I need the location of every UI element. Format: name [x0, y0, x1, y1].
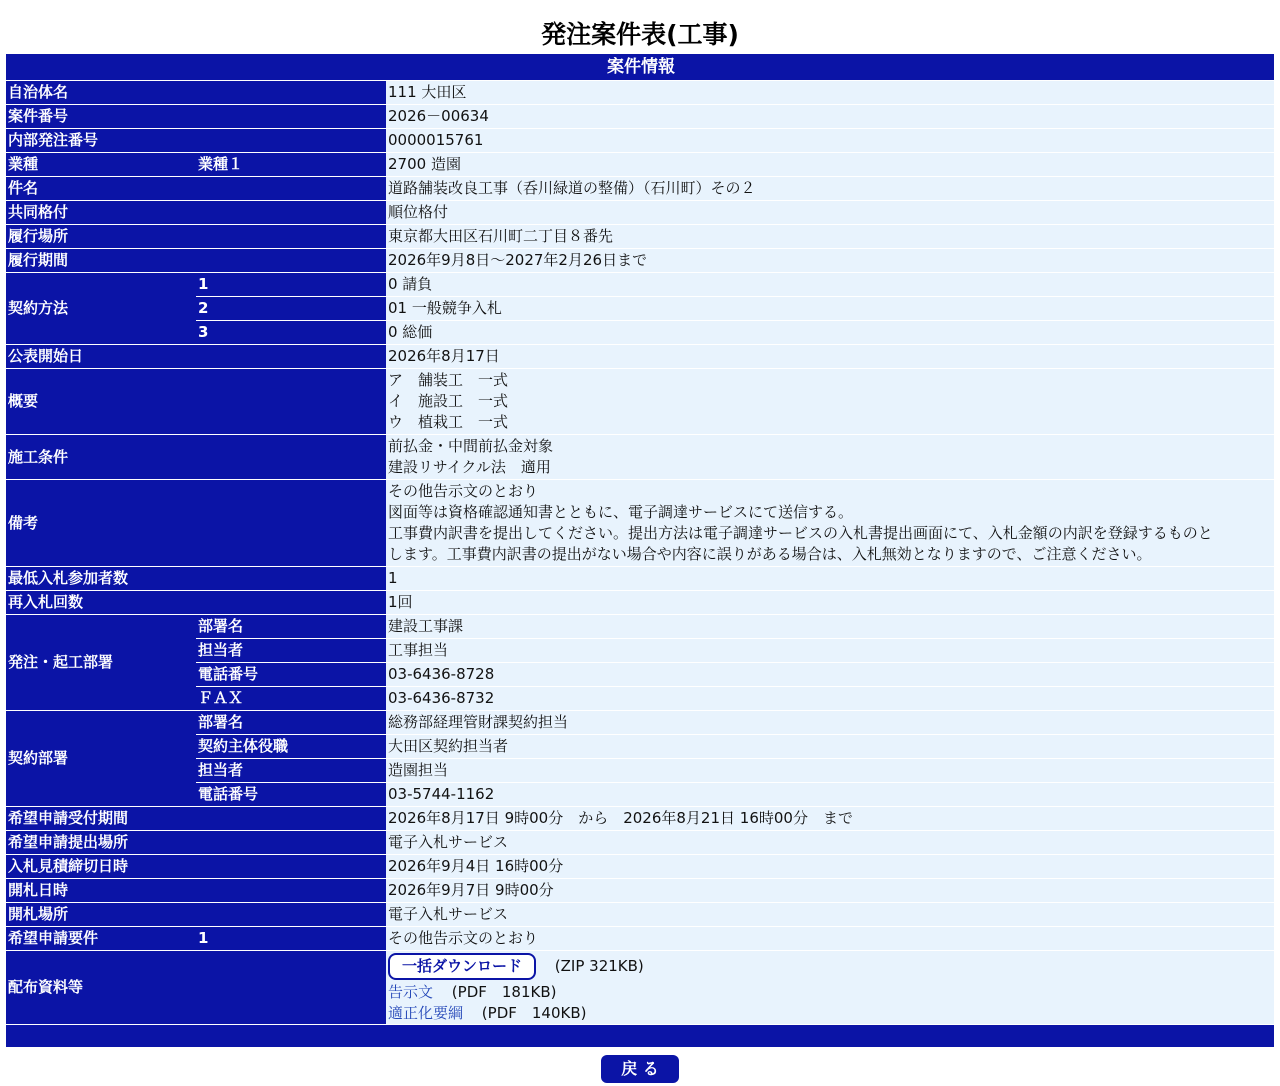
remarks-line: その他告示文のとおり [388, 482, 539, 500]
guideline-document-info: (PDF 140KB) [481, 1004, 587, 1022]
row-requirements [6, 927, 1274, 950]
row-industry [6, 153, 1274, 176]
page-title: 発注案件表(工事) [541, 20, 739, 49]
row-remarks [6, 480, 1274, 566]
location-value: 東京都大田区石川町二丁目８番先 [386, 225, 1274, 248]
period-value: 2026年9月8日～2027年2月26日まで [386, 249, 1274, 272]
apply-period-label: 希望申請受付期間 [6, 807, 386, 830]
row-open-place [6, 903, 1274, 926]
row-publish-date [6, 345, 1274, 368]
order-dept-sub: ＦＡＸ [196, 687, 386, 710]
order-dept-sub: 部署名 [196, 615, 386, 638]
open-date-value: 2026年9月7日 9時00分 [386, 879, 1274, 902]
industry-label: 業種 [6, 153, 196, 176]
row-location [6, 225, 1274, 248]
min-bidders-label: 最低入札参加者数 [6, 567, 386, 590]
order-dept-value: 03-6436-8728 [386, 663, 1274, 686]
contract-method-sub: 2 [196, 297, 386, 320]
case-no-value: 2026－00634 [386, 105, 1274, 128]
row-min-bidders [6, 567, 1274, 590]
apply-place-value: 電子入札サービス [386, 831, 1274, 854]
row-contract-dept-3 [6, 759, 1274, 782]
open-date-label: 開札日時 [6, 879, 386, 902]
order-dept-sub: 電話番号 [196, 663, 386, 686]
contract-dept-sub: 部署名 [196, 711, 386, 734]
bid-deadline-value: 2026年9月4日 16時00分 [386, 855, 1274, 878]
contract-dept-value: 03-5744-1162 [386, 783, 1274, 806]
row-internal-no [6, 129, 1274, 152]
row-order-dept-4 [6, 687, 1274, 710]
row-conditions [6, 435, 1274, 479]
apply-place-label: 希望申請提出場所 [6, 831, 386, 854]
footer-bar [6, 1025, 1274, 1047]
guideline-document-link[interactable]: 適正化要綱 [388, 1004, 464, 1022]
remarks-value [386, 480, 1274, 566]
row-documents [6, 951, 1274, 1024]
requirements-sub: 1 [196, 927, 386, 950]
publish-date-value: 2026年8月17日 [386, 345, 1274, 368]
row-apply-place [6, 831, 1274, 854]
industry-value: 2700 造園 [386, 153, 1274, 176]
contract-method-label: 契約方法 [6, 273, 196, 344]
summary-line: ウ 植栽工 一式 [388, 413, 509, 431]
min-bidders-value: 1 [386, 567, 1274, 590]
row-case-no [6, 105, 1274, 128]
contract-dept-label: 契約部署 [6, 711, 196, 806]
order-dept-label: 発注・起工部署 [6, 615, 196, 710]
row-joint [6, 201, 1274, 224]
joint-label: 共同格付 [6, 201, 386, 224]
contract-dept-sub: 契約主体役職 [196, 735, 386, 758]
row-contract-method-2 [6, 297, 1274, 320]
summary-label: 概要 [6, 369, 386, 434]
conditions-label: 施工条件 [6, 435, 386, 479]
contract-method-value: 0 総価 [386, 321, 1274, 344]
row-rebid [6, 591, 1274, 614]
publish-date-label: 公表開始日 [6, 345, 386, 368]
requirements-value: その他告示文のとおり [386, 927, 1274, 950]
back-button[interactable]: 戻 る [601, 1055, 679, 1083]
contract-method-sub: 3 [196, 321, 386, 344]
row-contract-dept-2 [6, 735, 1274, 758]
summary-value [386, 369, 1274, 434]
row-apply-period [6, 807, 1274, 830]
order-dept-value: 03-6436-8732 [386, 687, 1274, 710]
industry-sub-label: 業種１ [196, 153, 386, 176]
download-size-info: (ZIP 321KB) [554, 957, 644, 975]
internal-no-label: 内部発注番号 [6, 129, 386, 152]
bulk-download-button[interactable]: 一括ダウンロード [388, 953, 536, 980]
rebid-value: 1回 [386, 591, 1274, 614]
row-period [6, 249, 1274, 272]
contract-method-sub: 1 [196, 273, 386, 296]
contract-dept-value: 総務部経理管財課契約担当 [386, 711, 1274, 734]
summary-line: ア 舗装工 一式 [388, 371, 509, 389]
joint-value: 順位格付 [386, 201, 1274, 224]
order-dept-value: 建設工事課 [386, 615, 1274, 638]
remarks-line: 図面等は資格確認通知書とともに、電子調達サービスにて送信する。 [388, 503, 854, 521]
period-label: 履行期間 [6, 249, 386, 272]
row-order-dept-2 [6, 639, 1274, 662]
bid-deadline-label: 入札見積締切日時 [6, 855, 386, 878]
notice-document-info: (PDF 181KB) [451, 983, 557, 1001]
rebid-label: 再入札回数 [6, 591, 386, 614]
contract-dept-value: 大田区契約担当者 [386, 735, 1274, 758]
row-municipality [6, 81, 1274, 104]
row-summary [6, 369, 1274, 434]
section-header: 案件情報 [6, 54, 1274, 80]
municipality-label: 自治体名 [6, 81, 386, 104]
subject-value: 道路舗装改良工事（呑川緑道の整備）（石川町）その２ [386, 177, 1274, 200]
contract-method-value: 0 請負 [386, 273, 1274, 296]
row-contract-dept-4 [6, 783, 1274, 806]
summary-line: イ 施設工 一式 [388, 392, 509, 410]
requirements-label: 希望申請要件 [6, 927, 196, 950]
remarks-line: 工事費内訳書を提出してください。提出方法は電子調達サービスの入札書提出画面にて、入札金額の内訳を登録するものと [388, 524, 1213, 542]
notice-document-link[interactable]: 告示文 [388, 983, 434, 1001]
row-contract-method-1 [6, 273, 1274, 296]
row-open-date [6, 879, 1274, 902]
order-dept-sub: 担当者 [196, 639, 386, 662]
row-contract-method-3 [6, 321, 1274, 344]
remarks-line: します。工事費内訳書の提出がない場合や内容に誤りがある場合は、入札無効となりますので、ご注意ください。 [388, 545, 1152, 563]
case-no-label: 案件番号 [6, 105, 386, 128]
row-order-dept-3 [6, 663, 1274, 686]
conditions-value [386, 435, 1274, 479]
subject-label: 件名 [6, 177, 386, 200]
contract-dept-value: 造園担当 [386, 759, 1274, 782]
documents-label: 配布資料等 [6, 951, 386, 1024]
contract-method-value: 01 一般競争入札 [386, 297, 1274, 320]
internal-no-value: 0000015761 [386, 129, 1274, 152]
row-contract-dept-1 [6, 711, 1274, 734]
row-bid-deadline [6, 855, 1274, 878]
location-label: 履行場所 [6, 225, 386, 248]
case-info-panel [6, 53, 1274, 1048]
conditions-line: 建設リサイクル法 適用 [388, 458, 551, 476]
remarks-label: 備考 [6, 480, 386, 566]
row-order-dept-1 [6, 615, 1274, 638]
apply-period-value: 2026年8月17日 9時00分 から 2026年8月21日 16時00分 まで [386, 807, 1274, 830]
municipality-value: 111 大田区 [386, 81, 1274, 104]
contract-dept-sub: 担当者 [196, 759, 386, 782]
row-subject [6, 177, 1274, 200]
contract-dept-sub: 電話番号 [196, 783, 386, 806]
open-place-label: 開札場所 [6, 903, 386, 926]
open-place-value: 電子入札サービス [386, 903, 1274, 926]
case-info-table [6, 53, 1274, 1048]
order-dept-value: 工事担当 [386, 639, 1274, 662]
conditions-line: 前払金・中間前払金対象 [388, 437, 554, 455]
documents-value [386, 951, 1274, 1024]
